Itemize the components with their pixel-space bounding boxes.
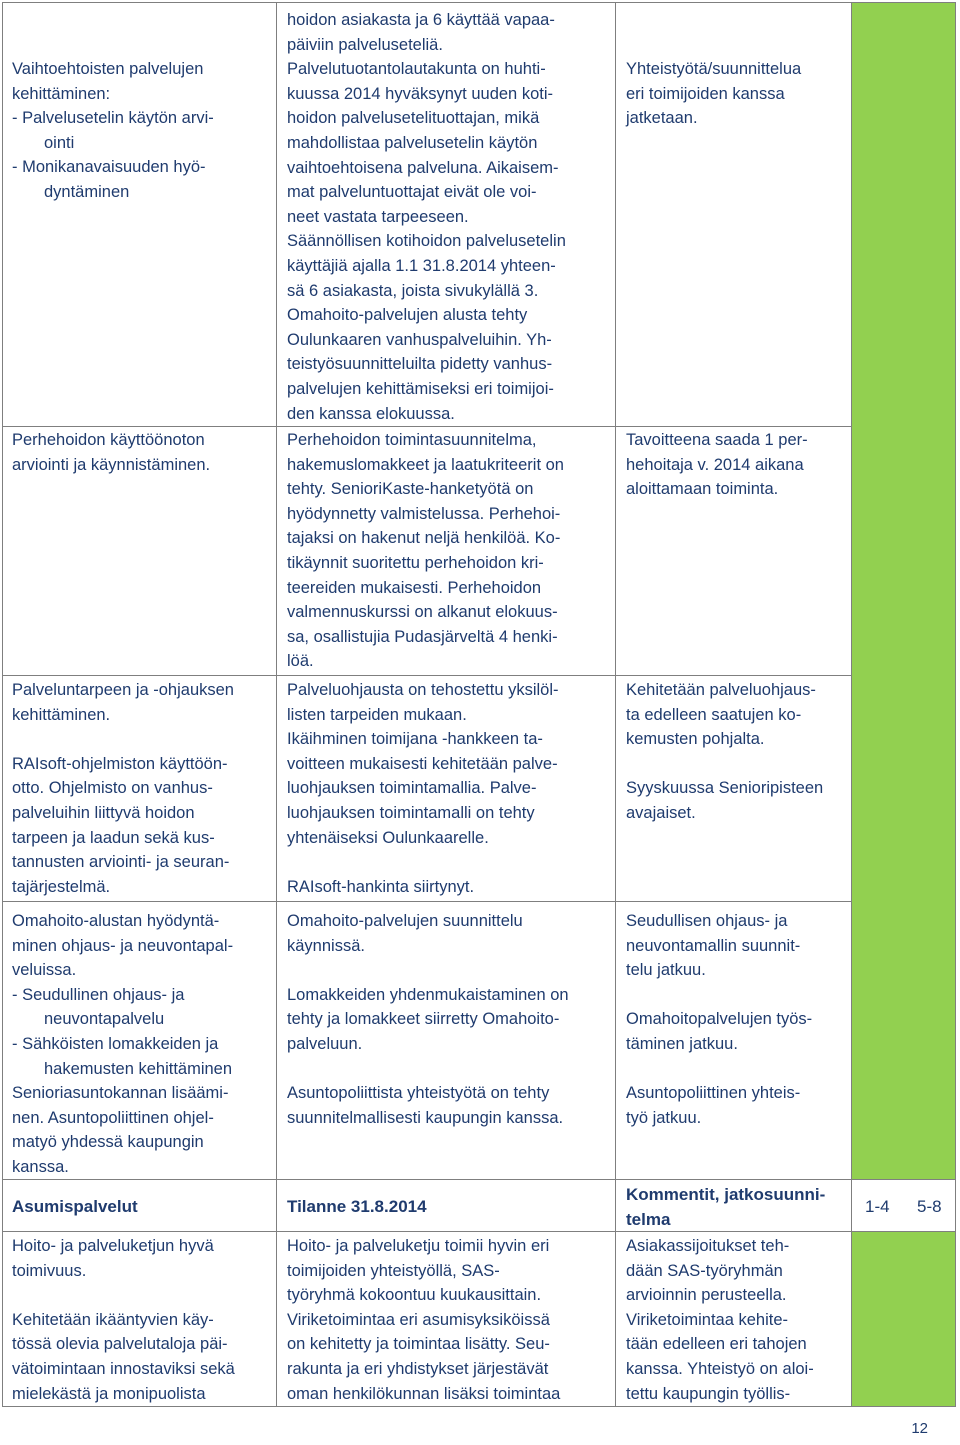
comment-title-text: Kommentit, jatkosuunni- telma	[626, 1185, 826, 1229]
row5-goal-text-1: Hoito- ja palveluketjun hyvä toimivuus.	[12, 1237, 214, 1280]
row4-status-cell	[287, 909, 615, 1130]
header-rating-5-8	[917, 1195, 942, 1220]
row1-comment-cell	[626, 57, 851, 131]
row4-goal-text-4: Senioriasuntokannan lisäämi- nen. Asuntopoliittinen ohjel- matyö yhdessä kaupungin kanssa.	[12, 1084, 229, 1176]
row5-goal-text-2: Kehitetään ikääntyvien käy- tössä olevia palvelutaloja päi- vätoimintaan innostaviksi sekä mielekästä ja monipuolista	[12, 1310, 235, 1403]
row2-comment-text: Tavoitteena saada 1 per- hehoitaja v. 2014 aikana aloittamaan toiminta.	[626, 431, 808, 499]
row4-comment-text-2: Omahoitopalvelujen työs- täminen jatkuu.	[626, 1010, 813, 1053]
rating-label-5-8: 5-8	[917, 1197, 942, 1216]
row3-comment-text-2: Syyskuussa Senioripisteen avajaiset.	[626, 779, 824, 822]
row1-goal-text-2: - Palvelusetelin käytön arvi- ointi	[12, 109, 214, 152]
row3-goal-text-2: RAIsoft-ohjelmiston käyttöön- otto. Ohjelmisto on vanhus- palveluihin liittyvä hoidon tarpeen ja laadun sekä kus- tannusten arviointi- ja seuran- tajärjestelmä.	[12, 754, 230, 896]
row2-comment-cell	[626, 428, 851, 502]
row4-goal-text-3: - Sähköisten lomakkeiden ja hakemusten kehittäminen	[12, 1034, 233, 1078]
row1-status-text: hoidon asiakasta ja 6 käyttää vapaa- päiviin palveluseteliä. Palvelutuotantolautakunta on huhti- kuussa 2014 hyväksynyt uuden koti- hoidon palvelusetelituottajan, mikä mahdollistaa palvelusetelin käytön vaihtoehtoisena palveluna. Aikaisem- mat palveluntuottajat eivät ole voi- neet vastata tarpeeseen. Säännöllisen kotihoidon palvelusetelin käyttäjiä ajalla 1.1 31.8.2014 yhteen- sä 6 asiakasta, joista sivukylällä 3. Omahoito-palvelujen alusta tehty Oulunkaaren vanhuspalveluihin. Yh- teistyösuunnitteluilta pidetty vanhus- palvelujen kehittämiseksi eri toimijoi- den kanssa elokuussa.	[287, 11, 566, 423]
row5-status-text: Hoito- ja palveluketju toimii hyvin eri toimijoiden yhteistyöllä, SAS- työryhmä kokoontuu kuukausittain. Viriketoimintaa eri asumisyksiköissä on kehitetty ja toimintaa lisätty. Seu- rakunta ja eri yhdistykset järjestävät oman henkilökunnan lisäksi toimintaa	[287, 1237, 561, 1403]
row3-comment-cell	[626, 678, 851, 826]
row1-goal-cell	[12, 57, 274, 205]
row2-status-text: Perhehoidon toimintasuunnitelma, hakemuslomakkeet ja laatukriteerit on tehty. SenioriKaste-hanketyötä on hyödynnetty valmistelussa. Perhehoi- tajaksi on hakenut neljä henkilöä. Ko- tikäynnit suoritettu perhehoidon kri- teereiden mukaisesti. Perhehoidon valmennuskurssi on alkanut elokuus- sa, osallistujia Pudasjärveltä 4 henki- löä.	[287, 431, 564, 671]
status-title-text: Tilanne 31.8.2014	[287, 1197, 427, 1216]
rating-cell-upper	[851, 3, 955, 1179]
row2-goal-text: Perhehoidon käyttöönoton arviointi ja käynnistäminen.	[12, 431, 211, 474]
row4-goal-cell	[12, 909, 274, 1180]
row3-status-text-2: RAIsoft-hankinta siirtynyt.	[287, 877, 475, 896]
row1-comment-text: Yhteistyötä/suunnittelua eri toimijoiden kanssa jatketaan.	[626, 60, 802, 128]
row4-status-text-1: Omahoito-palvelujen suunnittelu käynnissä.	[287, 912, 523, 955]
header-comment-title	[626, 1183, 851, 1232]
row3-goal-cell	[12, 678, 274, 899]
row3-comment-text-1: Kehitetään palveluohjaus- ta edelleen saatujen ko- kemusten pohjalta.	[626, 681, 816, 749]
row4-goal-text-1: Omahoito-alustan hyödyntä- minen ohjaus- ja neuvontapal- veluissa.	[12, 912, 234, 980]
row1-status-cell	[287, 8, 615, 426]
row3-goal-text-1: Palveluntarpeen ja -ohjauksen kehittäminen.	[12, 681, 234, 724]
row4-comment-text-3: Asuntopoliittinen yhteis- työ jatkuu.	[626, 1084, 801, 1127]
row4-comment-cell	[626, 909, 851, 1130]
row2-goal-cell	[12, 428, 274, 477]
row5-comment-text: Asiakassijoitukset teh- dään SAS-työryhmän arvioinnin perusteella. Viriketoimintaa kehite- tään edelleen eri tahojen kanssa. Yhteistyö on aloi- tettu kaupungin työllis-	[626, 1237, 814, 1403]
header-section-title	[12, 1195, 138, 1220]
row5-status-cell	[287, 1234, 615, 1406]
row2-status-cell	[287, 428, 615, 674]
assessment-table	[2, 2, 956, 1407]
row4-status-text-2: Lomakkeiden yhdenmukaistaminen on tehty ja lomakkeet siirretty Omahoito- palveluun.	[287, 985, 569, 1053]
row3-status-cell	[287, 678, 615, 899]
section-title-text: Asumispalvelut	[12, 1197, 138, 1216]
rating-cell-lower-1-4	[851, 1231, 903, 1406]
row4-comment-text-1: Seudullisen ohjaus- ja neuvontamallin suunnit- telu jatkuu.	[626, 912, 801, 980]
row1-goal-text-3: - Monikanavaisuuden hyö- dyntäminen	[12, 158, 206, 201]
row4-status-text-3: Asuntopoliittista yhteistyötä on tehty suunnitelmallisesti kaupungin kanssa.	[287, 1084, 564, 1127]
rating-cell-lower-5-8	[903, 1231, 955, 1406]
row1-goal-text-1: Vaihtoehtoisten palvelujen kehittäminen:	[12, 60, 204, 103]
rating-label-1-4: 1-4	[865, 1197, 890, 1216]
page-number: 12	[911, 1420, 928, 1437]
header-status-title	[287, 1195, 427, 1220]
row5-comment-cell	[626, 1234, 851, 1406]
row5-goal-cell	[12, 1234, 274, 1406]
row3-status-text-1: Palveluohjausta on tehostettu yksilöl- listen tarpeiden mukaan. Ikäihminen toimijana -hankkeen ta- voitteen mukaisesti kehitetään palve- luohjauksen toimintamallia. Palve- luohjauksen toimintamalli on tehty yhtenäiseksi Oulunkaarelle.	[287, 681, 559, 847]
row4-goal-text-2: - Seudullinen ohjaus- ja neuvontapalvelu	[12, 985, 185, 1029]
header-rating-1-4	[865, 1195, 890, 1220]
